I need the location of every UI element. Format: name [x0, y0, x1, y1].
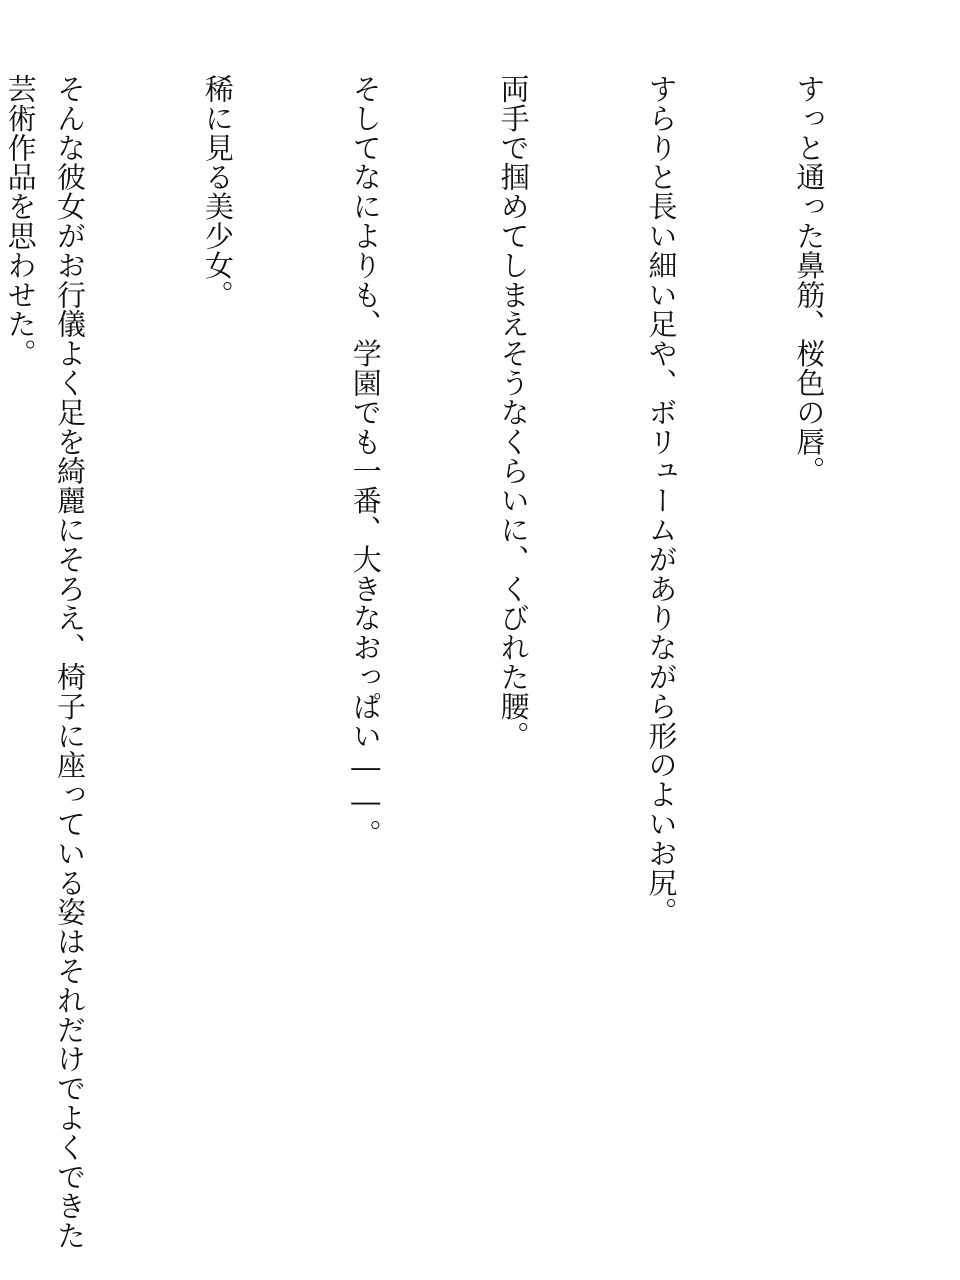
paragraph-5: 稀に見る美少女。	[200, 74, 235, 310]
paragraph-6: そんな彼女がお行儀よく足を綺麗にそろえ、椅子に座っている姿はそれだけでよくできた芸術作品を思わせた。	[3, 74, 87, 1250]
vertical-text-body	[0, 74, 932, 1264]
paragraph-2: すらりと長い細い足や、ボリュームがありながら形のよいお尻。	[644, 74, 679, 927]
paragraph-3: 両手で掴めてしまえそうなくらいに、くびれた腰。	[496, 74, 531, 751]
paragraph-4: そしてなによりも、学園でも一番、大きなおっぱい――。	[348, 74, 383, 849]
paragraph-1: すっと通った鼻筋、桜色の唇。	[792, 74, 827, 486]
